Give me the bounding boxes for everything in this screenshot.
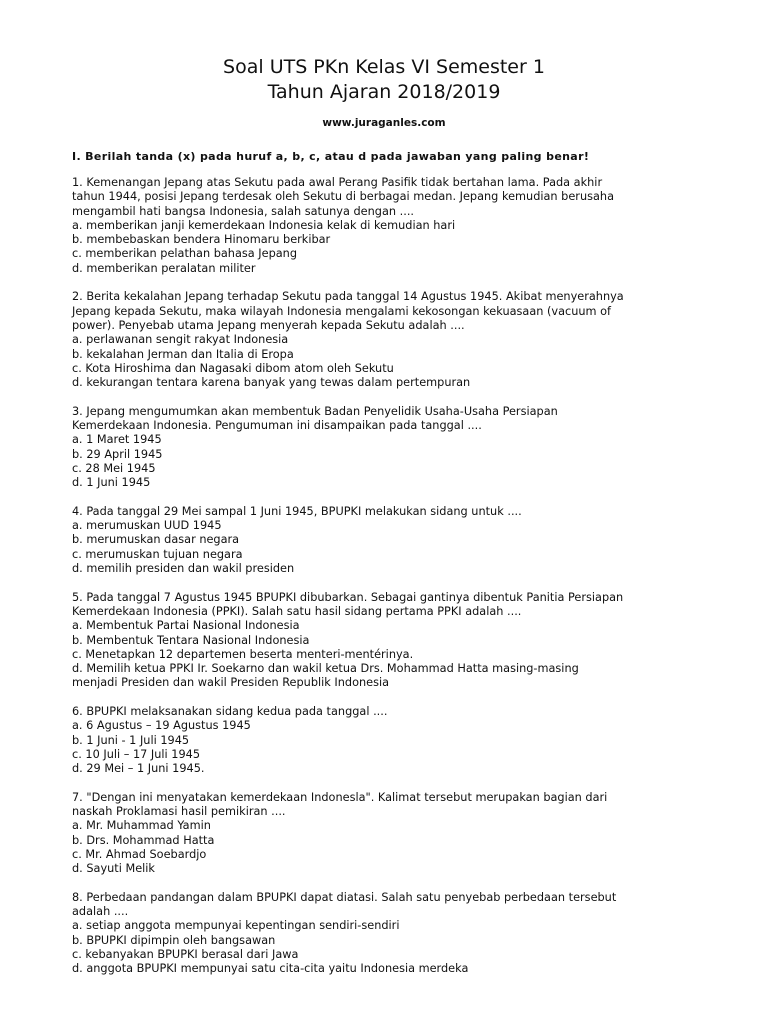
- question-stem-line: tahun 1944, posisi Jepang terdesak oleh Sekutu di berbagai medan. Jepang kemudian berusaha: [72, 190, 614, 204]
- answer-option: b. BPUPKI dipimpin oleh bangsawan: [72, 933, 276, 947]
- question-stem-line: adalah ....: [72, 905, 129, 919]
- question-item: [72, 505, 702, 576]
- section-instruction: I. Berilah tanda (x) pada huruf a, b, c, atau d pada jawaban yang paling benar!: [72, 150, 590, 163]
- question-stem-line: mengambil hati bangsa Indonesia, salah satunya dengan ....: [72, 204, 414, 218]
- question-stem-line: 2. Berita kekalahan Jepang terhadap Sekutu pada tanggal 14 Agustus 1945. Akibat menyerahnya: [72, 290, 624, 304]
- question-stem-line: 7. "Dengan ini menyatakan kemerdekaan Indonesla". Kalimat tersebut merupakan bagian dari: [72, 790, 608, 804]
- answer-option: c. 10 Juli – 17 Juli 1945: [72, 747, 201, 761]
- answer-option: a. 1 Maret 1945: [72, 433, 162, 447]
- answer-option: c. merumuskan tujuan negara: [72, 547, 243, 561]
- answer-option: a. perlawanan sengit rakyat Indonesia: [72, 333, 289, 347]
- document-subtitle: Tahun Ajaran 2018/2019: [267, 81, 501, 103]
- answer-option: b. merumuskan dasar negara: [72, 533, 240, 547]
- document-title: Soal UTS PKn Kelas VI Semester 1: [223, 56, 545, 78]
- question-stem-line: 6. BPUPKI melaksanakan sidang kedua pada tanggal ....: [72, 704, 388, 718]
- question-item: [72, 705, 702, 776]
- answer-option: d. memilih presiden dan wakil presiden: [72, 562, 295, 576]
- question-stem-line: 3. Jepang mengumumkan akan membentuk Badan Penyelidik Usaha-Usaha Persiapan: [72, 404, 558, 418]
- question-item: [72, 176, 702, 276]
- question-stem-line: Jepang kepada Sekutu, maka wilayah Indonesia mengalami kekosongan kekuasaan (vacuum of: [72, 304, 612, 318]
- answer-option: b. Membentuk Tentara Nasional Indonesia: [72, 633, 310, 647]
- answer-option: b. Drs. Mohammad Hatta: [72, 833, 215, 847]
- answer-option: c. memberikan pelathan bahasa Jepang: [72, 247, 297, 261]
- answer-option: d. Memilih ketua PPKI Ir. Soekarno dan wakil ketua Drs. Mohammad Hatta masing-masing: [72, 662, 579, 676]
- answer-option: d. Sayuti Melik: [72, 862, 155, 876]
- question-stem-line: naskah Proklamasi hasil pemikiran ....: [72, 805, 286, 819]
- answer-option: d. kekurangan tentara karena banyak yang tewas dalam pertempuran: [72, 376, 471, 390]
- question-stem-line: Kemerdekaan Indonesia. Pengumuman ini disampaikan pada tanggal ....: [72, 419, 482, 433]
- answer-option: c. 28 Mei 1945: [72, 461, 156, 475]
- question-item: [72, 290, 702, 390]
- answer-option: d. anggota BPUPKI mempunyai satu cita-cita yaitu Indonesia merdeka: [72, 962, 469, 976]
- answer-option: a. Membentuk Partai Nasional Indonesia: [72, 619, 300, 633]
- answer-option: a. memberikan janji kemerdekaan Indonesia kelak di kemudian hari: [72, 218, 456, 232]
- answer-option: b. 29 April 1945: [72, 447, 163, 461]
- answer-option: c. kebanyakan BPUPKI berasal dari Jawa: [72, 948, 299, 962]
- question-item: [72, 591, 702, 691]
- answer-option: a. Mr. Muhammad Yamin: [72, 819, 211, 833]
- question-stem-line: 5. Pada tanggal 7 Agustus 1945 BPUPKI dibubarkan. Sebagai gantinya dibentuk Panitia Persiapan: [72, 590, 624, 604]
- question-item: [72, 405, 702, 491]
- answer-option: b. 1 Juni - 1 Juli 1945: [72, 733, 190, 747]
- answer-option: a. setiap anggota mempunyai kepentingan sendiri-sendiri: [72, 919, 400, 933]
- answer-option: d. memberikan peralatan militer: [72, 261, 256, 275]
- answer-option: d. 1 Juni 1945: [72, 476, 151, 490]
- answer-option: c. Kota Hiroshima dan Nagasaki dibom atom oleh Sekutu: [72, 361, 394, 375]
- answer-option: c. Menetapkan 12 departemen beserta menteri-mentérinya.: [72, 647, 414, 661]
- answer-option: b. kekalahan Jerman dan Italia di Eropa: [72, 347, 294, 361]
- question-list: [72, 176, 702, 991]
- answer-option: c. Mr. Ahmad Soebardjo: [72, 847, 207, 861]
- question-stem-line: Kemerdekaan Indonesia (PPKI). Salah satu hasil sidang pertama PPKI adalah ....: [72, 604, 522, 618]
- answer-option: d. 29 Mei – 1 Juni 1945.: [72, 762, 205, 776]
- question-item: [72, 891, 702, 977]
- answer-option: menjadi Presiden dan wakil Presiden Republik Indonesia: [72, 676, 390, 690]
- answer-option: a. 6 Agustus – 19 Agustus 1945: [72, 719, 251, 733]
- question-stem-line: 8. Perbedaan pandangan dalam BPUPKI dapat diatasi. Salah satu penyebab perbedaan tersebut: [72, 890, 617, 904]
- question-stem-line: power). Penyebab utama Jepang menyerah kepada Sekutu adalah ....: [72, 318, 465, 332]
- website-url: www.juraganles.com: [322, 117, 446, 129]
- question-stem-line: 1. Kemenangan Jepang atas Sekutu pada awal Perang Pasifik tidak bertahan lama. Pada akhir: [72, 176, 603, 189]
- question-item: [72, 791, 702, 877]
- answer-option: a. merumuskan UUD 1945: [72, 519, 222, 533]
- question-stem-line: 4. Pada tanggal 29 Mei sampal 1 Juni 1945, BPUPKI melakukan sidang untuk ....: [72, 504, 522, 518]
- answer-option: b. membebaskan bendera Hinomaru berkibar: [72, 233, 331, 247]
